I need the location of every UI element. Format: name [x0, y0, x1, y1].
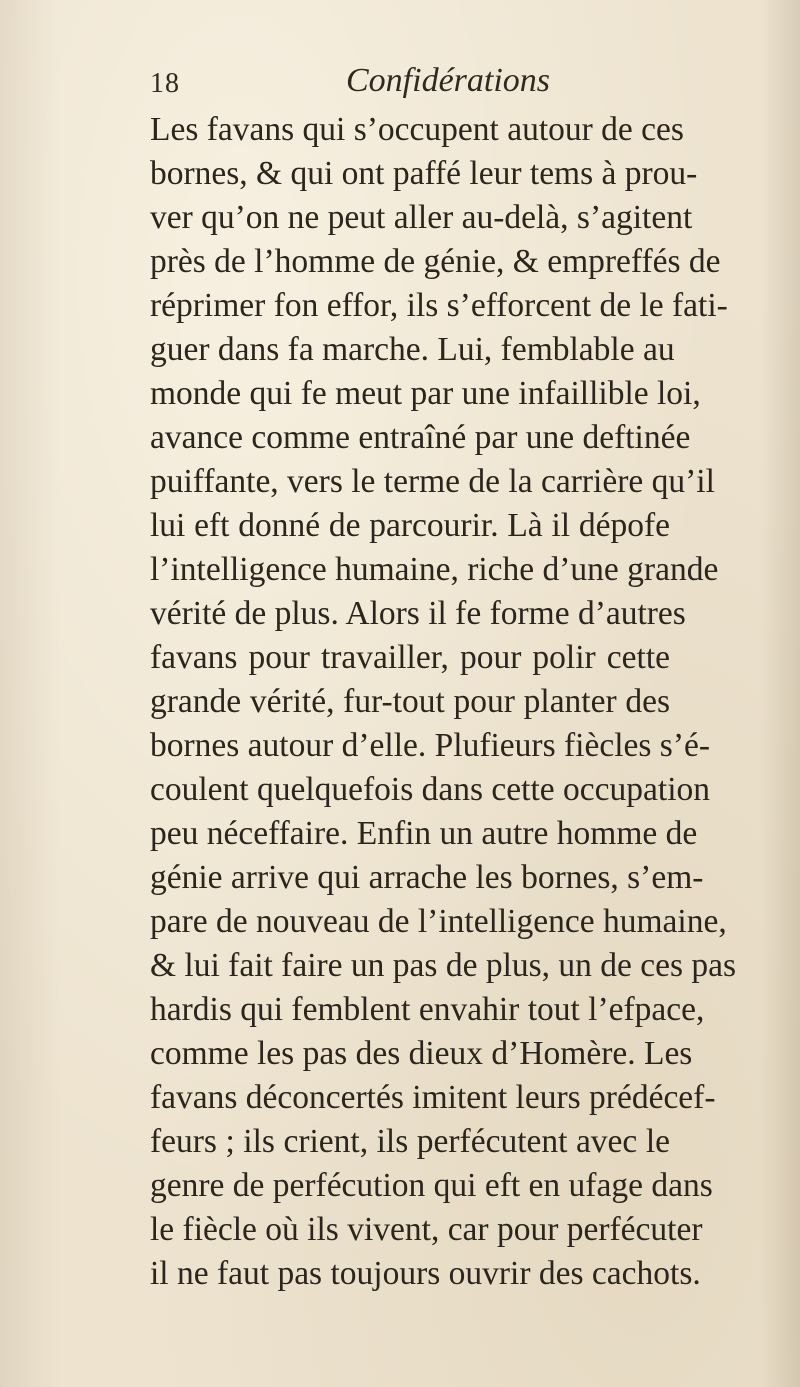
text-line: avance comme entraîné par une deftinée [150, 419, 691, 456]
text-line: ver qu’on ne peut aller au-delà, s’agitent [150, 199, 693, 236]
binding-shadow [0, 0, 60, 1387]
text-line: guer dans fa marche. Lui, femblable au [150, 331, 675, 368]
text-line: grande vérité, fur-tout pour planter des [150, 683, 670, 720]
page-edge-shadow [760, 0, 800, 1387]
text-line: peu néceffaire. Enfin un autre homme de [150, 815, 698, 852]
text-line: pare de nouveau de l’intelligence humaine, [150, 903, 727, 940]
text-line: vérité de plus. Alors il fe forme d’autres [150, 595, 686, 632]
text-line: genre de perfécution qui eft en ufage dans [150, 1167, 713, 1204]
text-line: lui eft donné de parcourir. Là il dépofe [150, 507, 670, 544]
text-line: favans déconcertés imitent leurs prédécef- [150, 1079, 716, 1116]
text-line: favans pour travailler, pour polir cette [150, 639, 670, 676]
body-text [150, 108, 737, 1296]
text-line: bornes, & qui ont paffé leur tems à prou- [150, 155, 698, 192]
text-line: l’intelligence humaine, riche d’une grande [150, 551, 719, 588]
running-title: Confidérations [346, 62, 551, 99]
text-line: puiffante, vers le terme de la carrière qu’il [150, 463, 715, 500]
text-line: feurs ; ils crient, ils perfécutent avec le [150, 1123, 670, 1160]
text-line: près de l’homme de génie, & empreffés de [150, 243, 721, 280]
text-line: & lui fait faire un pas de plus, un de ces pas [150, 947, 737, 984]
running-head [150, 62, 570, 112]
text-line: monde qui fe meut par une infaillible loi, [150, 375, 701, 412]
text-line: hardis qui femblent envahir tout l’efpace, [150, 991, 705, 1028]
text-line: coulent quelquefois dans cette occupation [150, 771, 710, 808]
text-line: bornes autour d’elle. Plufieurs fiècles s’é- [150, 727, 710, 764]
text-line: génie arrive qui arrache les bornes, s’em- [150, 859, 704, 896]
text-line: il ne faut pas toujours ouvrir des cachots. [150, 1255, 701, 1292]
text-line: Les favans qui s’occupent autour de ces [150, 111, 684, 148]
page-number: 18 [150, 68, 180, 99]
text-line: le fiècle où ils vivent, car pour perfécuter [150, 1211, 703, 1248]
text-line: réprimer fon effor, ils s’efforcent de le fati- [150, 287, 728, 324]
text-line: comme les pas des dieux d’Homère. Les [150, 1035, 693, 1072]
